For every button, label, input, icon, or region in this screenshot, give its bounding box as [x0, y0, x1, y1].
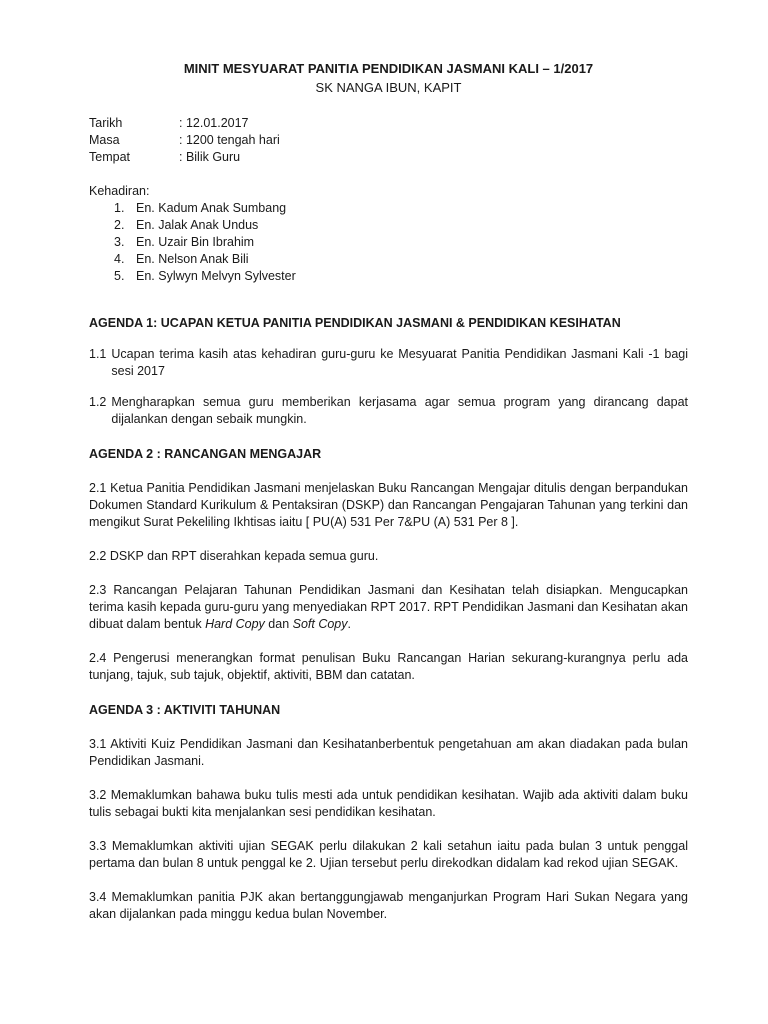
hard-copy-text: Hard Copy: [205, 617, 265, 631]
meeting-details: [89, 115, 688, 166]
list-item: [89, 217, 688, 234]
agenda-3-item-4: 3.4 Memaklumkan panitia PJK akan bertanggungjawab menganjurkan Program Hari Sukan Negara yang akan dijalankan pada minggu kedua bulan November.: [89, 890, 688, 921]
agenda-2-heading: AGENDA 2 : RANCANGAN MENGAJAR: [89, 447, 322, 461]
agenda-2-item-2: 2.2 DSKP dan RPT diserahkan kepada semua guru.: [89, 549, 379, 563]
agenda-2-item-3: [89, 582, 688, 633]
agenda-1-item-1: [89, 346, 688, 380]
agenda-2-item-1: 2.1 Ketua Panitia Pendidikan Jasmani menjelaskan Buku Rancangan Mengajar ditulis dengan berpandukan Dokumen Standard Kurikulum & Pentaksiran (DSKP) dan Rancangan Pengajaran Tahunan yang terkini dan mengikut Surat Pekeliling Ikhtisas iaitu [ PU(A) 531 Per 7&PU (A) 531 Per 8 ].: [89, 481, 688, 529]
agenda-3-item-1: 3.1 Aktiviti Kuiz Pendidikan Jasmani dan Kesihatanberbentuk pengetahuan am akan diadakan pada bulan Pendidikan Jasmani.: [89, 737, 688, 768]
list-number: 3.: [114, 235, 125, 249]
attendance-section: [89, 183, 688, 285]
agenda-3-heading: AGENDA 3 : AKTIVITI TAHUNAN: [89, 703, 281, 717]
attendee-name: En. Kadum Anak Sumbang: [136, 201, 287, 215]
document-title: MINIT MESYUARAT PANITIA PENDIDIKAN JASMANI KALI – 1/2017: [183, 61, 594, 76]
item-text: 2.3 Rancangan Pelajaran Tahunan Pendidikan Jasmani dan Kesihatan telah disiapkan. Mengucapkan terima kasih kepada guru-guru yang menyediakan RPT 2017. RPT Pendidikan Jasmani dan Kesihatan akan dibuat dalam bentuk: [89, 583, 688, 631]
meta-value: : 12.01.2017: [179, 116, 249, 130]
list-number: 4.: [114, 252, 125, 266]
document-subtitle: SK NANGA IBUN, KAPIT: [315, 80, 462, 95]
meta-row-place: [89, 149, 688, 166]
list-item: [89, 234, 688, 251]
meta-row-time: [89, 132, 688, 149]
attendance-list: [89, 200, 688, 285]
attendee-name: En. Sylwyn Melvyn Sylvester: [136, 269, 296, 283]
meta-label: Masa: [89, 133, 120, 147]
item-number: 1.1: [89, 347, 107, 361]
agenda-1-item-2: [89, 394, 688, 428]
list-item: [89, 200, 688, 217]
meta-value: : 1200 tengah hari: [179, 133, 280, 147]
item-text: .: [347, 617, 351, 631]
list-number: 2.: [114, 218, 125, 232]
attendee-name: En. Jalak Anak Undus: [136, 218, 259, 232]
agenda-1-heading: AGENDA 1: UCAPAN KETUA PANITIA PENDIDIKAN JASMANI & PENDIDIKAN KESIHATAN: [89, 316, 621, 330]
list-number: 1.: [114, 201, 125, 215]
agenda-2-item-4: 2.4 Pengerusi menerangkan format penulisan Buku Rancangan Harian sekurang-kurangnya perlu ada tunjang, tajuk, sub tajuk, objektif, aktiviti, BBM dan catatan.: [89, 651, 688, 682]
meta-label: Tarikh: [89, 116, 123, 130]
soft-copy-text: Soft Copy: [292, 617, 348, 631]
meta-label: Tempat: [89, 150, 130, 164]
item-text: dan: [264, 617, 293, 631]
meta-value: : Bilik Guru: [179, 150, 241, 164]
agenda-3-item-2: 3.2 Memaklumkan bahawa buku tulis mesti ada untuk pendidikan kesihatan. Wajib ada aktiviti dalam buku tulis sebagai bukti kita menjalankan sesi pendidikan kesihatan.: [89, 788, 688, 819]
attendee-name: En. Nelson Anak Bili: [136, 252, 249, 266]
meta-row-date: [89, 115, 688, 132]
list-item: [89, 268, 688, 285]
item-text: Mengharapkan semua guru memberikan kerjasama agar semua program yang dirancang dapat dijalankan dengan sebaik mungkin.: [111, 395, 688, 426]
attendance-heading: Kehadiran:: [89, 184, 150, 198]
agenda-3-item-3: 3.3 Memaklumkan aktiviti ujian SEGAK perlu dilakukan 2 kali setahun iaitu pada bulan 3 untuk penggal pertama dan bulan 8 untuk penggal ke 2. Ujian tersebut perlu direkodkan didalam kad rekod ujian SEGAK.: [89, 839, 688, 870]
item-text: Ucapan terima kasih atas kehadiran guru-guru ke Mesyuarat Panitia Pendidikan Jasmani Kali -1 bagi sesi 2017: [111, 347, 688, 378]
item-number: 1.2: [89, 395, 107, 409]
list-number: 5.: [114, 269, 125, 283]
list-item: [89, 251, 688, 268]
attendee-name: En. Uzair Bin Ibrahim: [136, 235, 255, 249]
